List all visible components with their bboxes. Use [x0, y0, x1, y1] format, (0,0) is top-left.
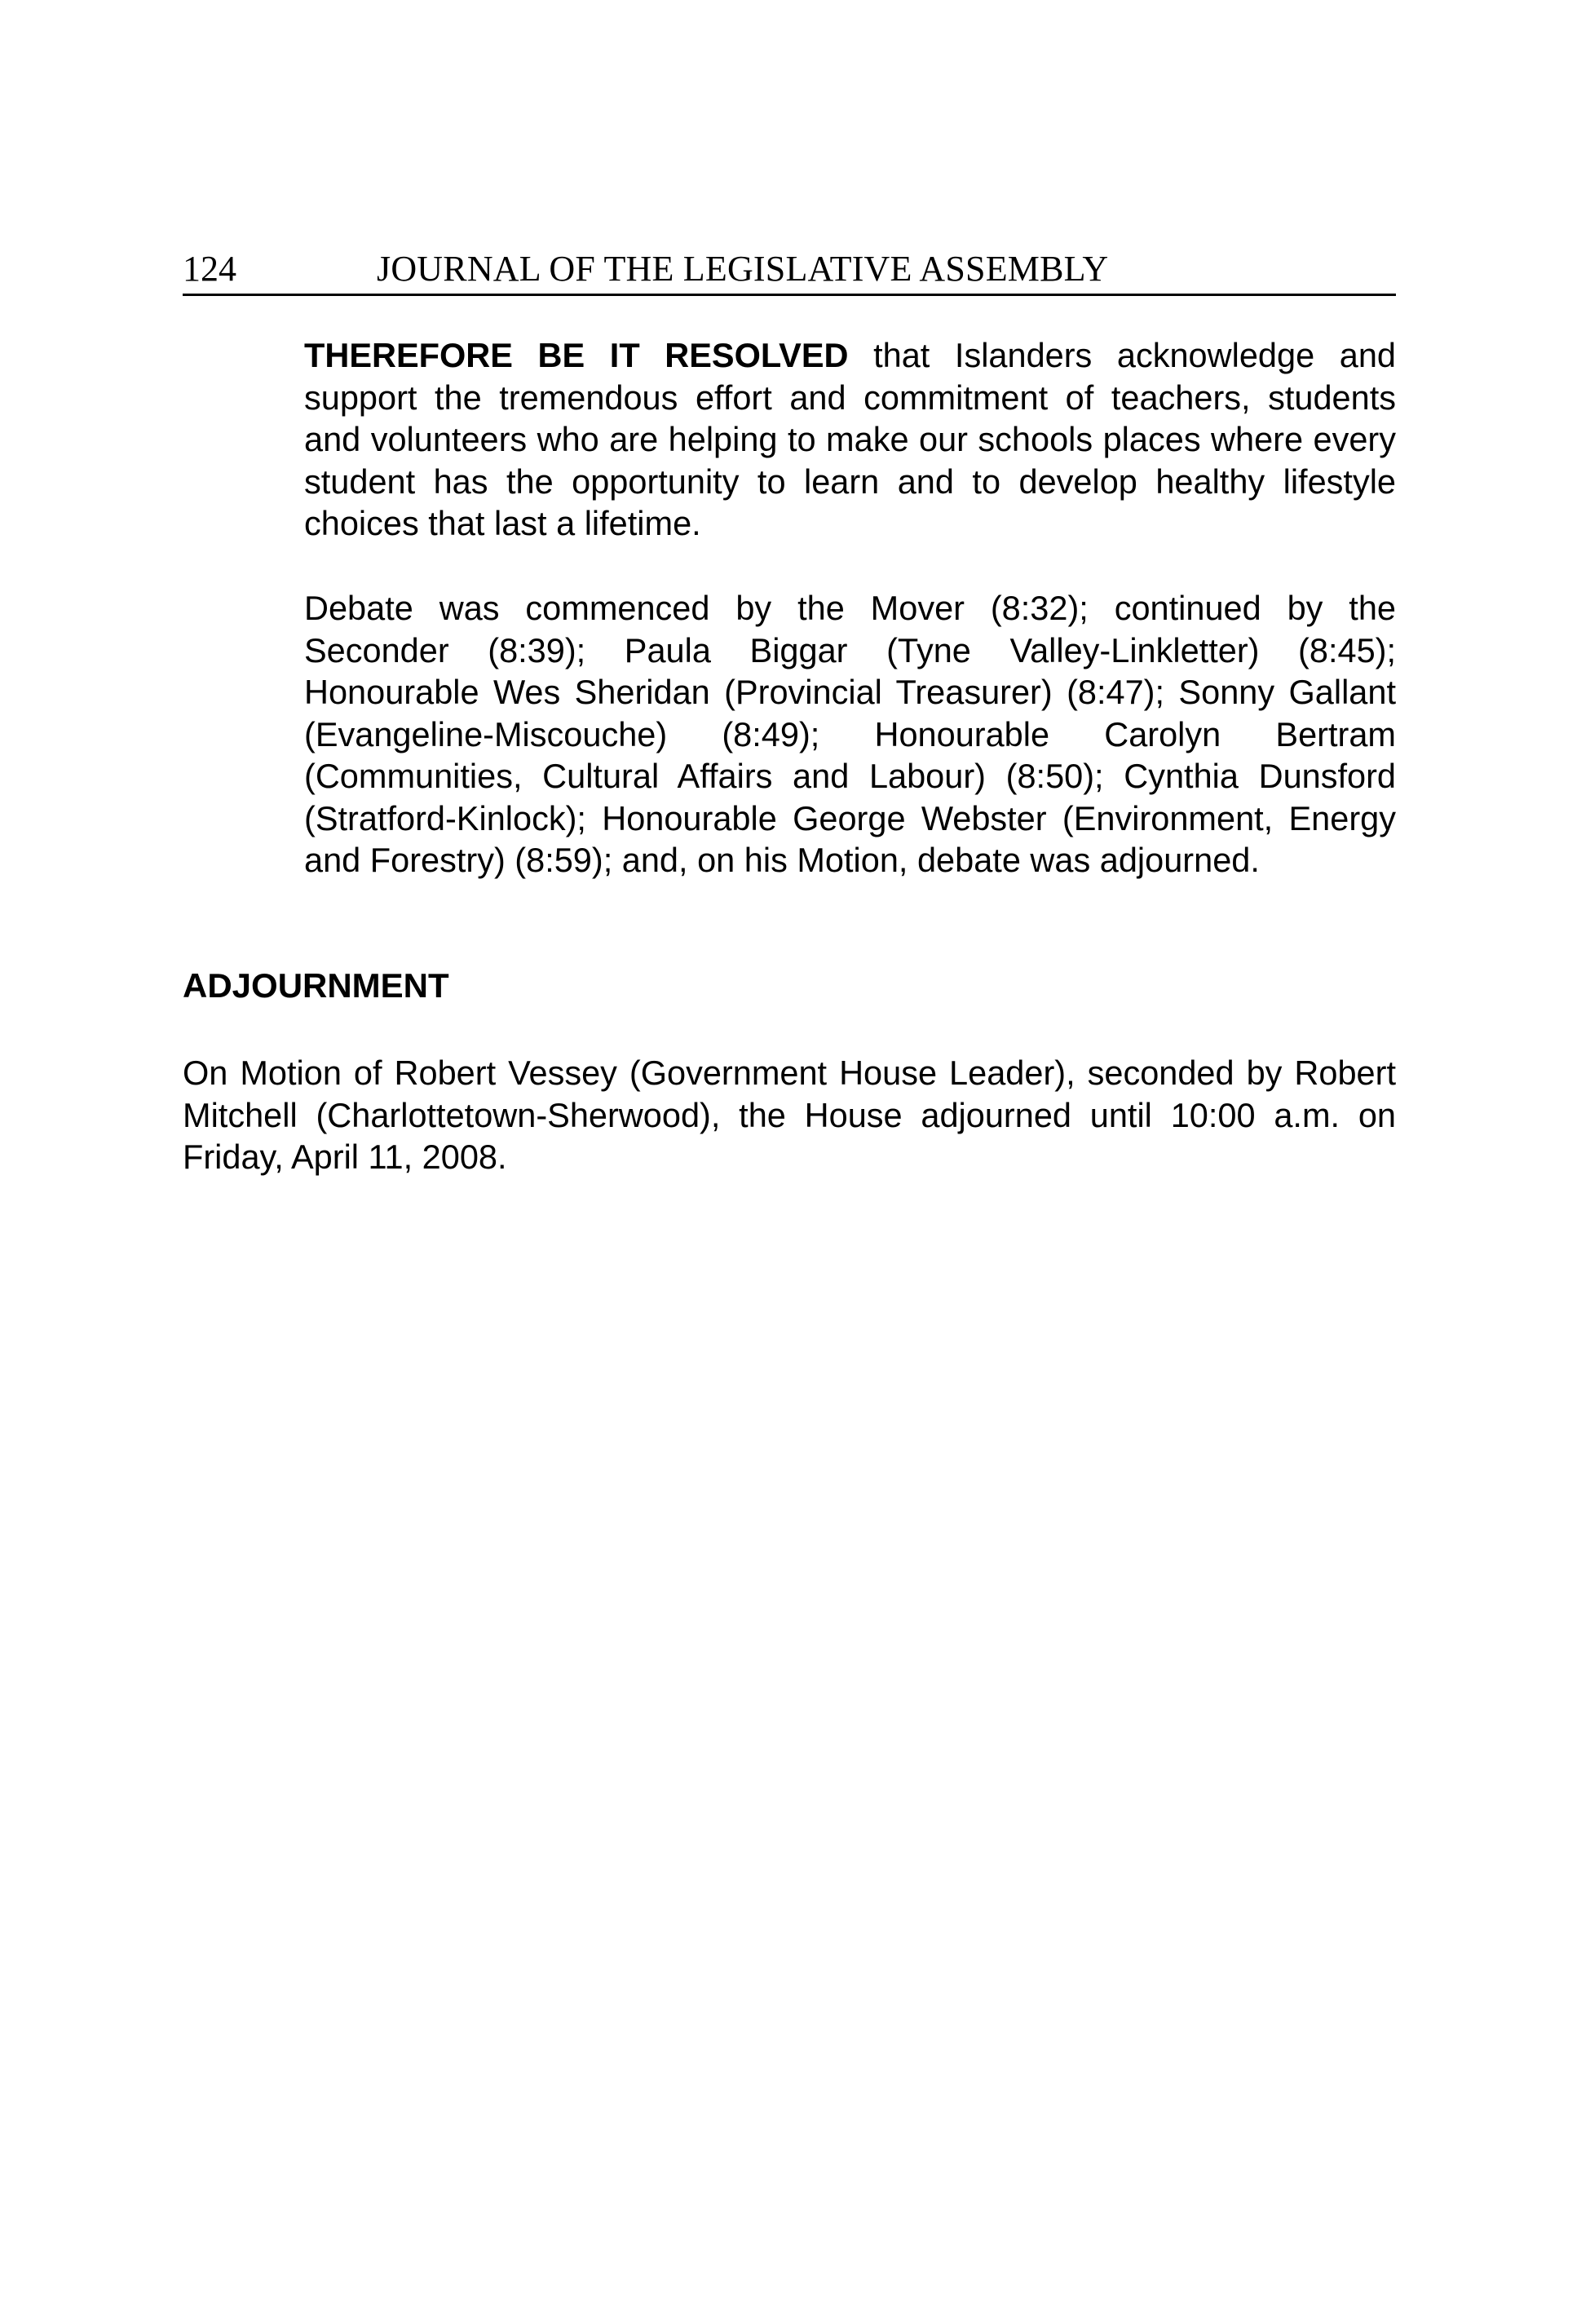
- resolution-paragraph: [304, 334, 1396, 545]
- page-number: 124: [183, 249, 236, 289]
- adjournment-paragraph: On Motion of Robert Vessey (Government House Leader), seconded by Robert Mitchell (Charlottetown-Sherwood), the House adjourned until 10:00 a.m. on Friday, April 11, 2008.: [183, 1054, 1396, 1176]
- debate-paragraph: Debate was commenced by the Mover (8:32); continued by the Seconder (8:39); Paula Biggar (Tyne Valley-Linkletter) (8:45); Honourable Wes Sheridan (Provincial Treasurer) (8:47); Sonny Gallant (Evangeline-Miscouche) (8:49); Honourable Carolyn Bertram (Communities, Cultural Affairs and Labour) (8:50); Cynthia Dunsford (Stratford-Kinlock); Honourable George Webster (Environment, Energy and Forestry) (8:59); and, on his Motion, debate was adjourned.: [304, 589, 1396, 879]
- resolution-text: that Islanders acknowledge and support the tremendous effort and commitment of teachers, students and volunteers who are helping to make our schools places where every student has the opportunity to learn and to develop healthy lifestyle choices that last a lifetime.: [304, 336, 1396, 542]
- running-title: JOURNAL OF THE LEGISLATIVE ASSEMBLY: [377, 249, 1109, 289]
- page-header: [183, 245, 1396, 296]
- resolution-lead: THEREFORE BE IT RESOLVED: [304, 336, 849, 374]
- adjournment-heading: ADJOURNMENT: [183, 966, 449, 1005]
